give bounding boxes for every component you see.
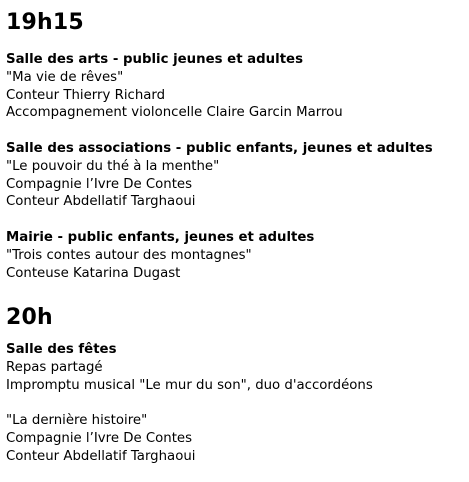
event-line: Conteur Abdellatif Targhaoui bbox=[6, 194, 196, 210]
event-block bbox=[6, 229, 314, 282]
event-line: Compagnie l’Ivre De Contes bbox=[6, 176, 193, 192]
event-block bbox=[6, 412, 195, 465]
venue-heading: Salle des arts - public jeunes et adultes bbox=[6, 52, 303, 67]
event-title: "Trois contes autour des montagnes" bbox=[6, 247, 252, 263]
event-title: "Le pouvoir du thé à la menthe" bbox=[6, 158, 220, 174]
event-line: Conteur Abdellatif Targhaoui bbox=[6, 448, 196, 464]
event-title: "La dernière histoire" bbox=[6, 413, 148, 428]
event-block bbox=[6, 341, 373, 394]
event-block bbox=[6, 140, 433, 211]
event-title: "Ma vie de rêves" bbox=[6, 69, 124, 85]
venue-heading: Salle des associations - public enfants, jeunes et adultes bbox=[6, 141, 433, 156]
event-line: Impromptu musical "Le mur du son", duo d'accordéons bbox=[6, 377, 373, 393]
event-line: Conteuse Katarina Dugast bbox=[6, 265, 181, 281]
event-block bbox=[6, 51, 343, 122]
event-line: Conteur Thierry Richard bbox=[6, 87, 166, 103]
event-line: Compagnie l’Ivre De Contes bbox=[6, 430, 193, 446]
venue-heading: Mairie - public enfants, jeunes et adultes bbox=[6, 230, 315, 245]
event-line: Accompagnement violoncelle Claire Garcin Marrou bbox=[6, 105, 343, 121]
time-heading: 19h15 bbox=[6, 10, 84, 35]
venue-heading: Salle des fêtes bbox=[6, 342, 117, 357]
event-line: Repas partagé bbox=[6, 359, 103, 375]
time-heading: 20h bbox=[6, 305, 53, 330]
